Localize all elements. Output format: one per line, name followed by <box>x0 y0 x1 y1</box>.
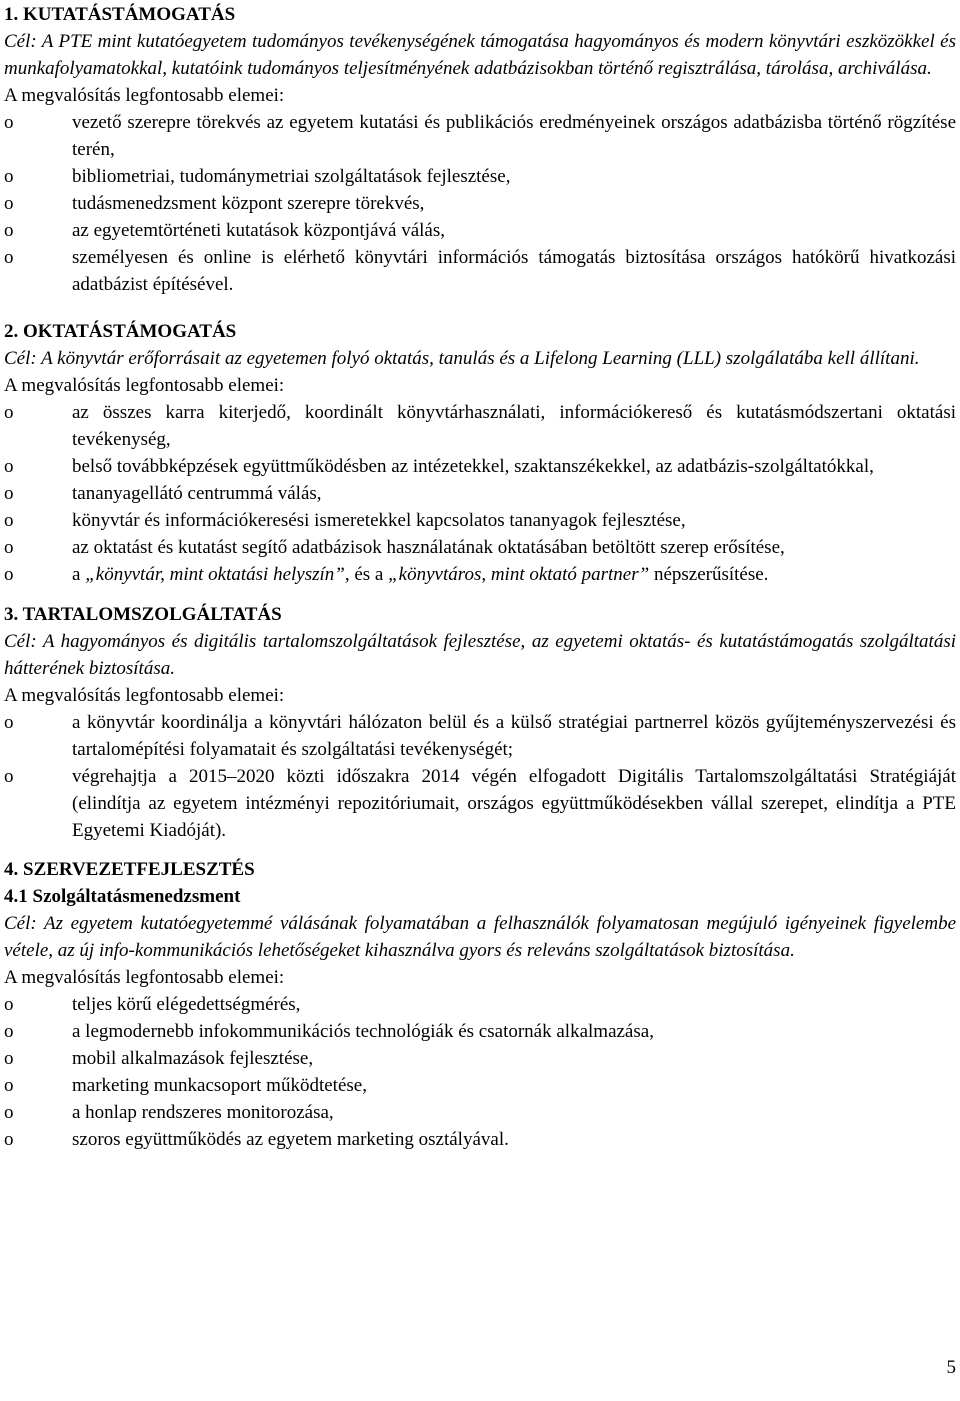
list-item: o bibliometriai, tudománymetriai szolgáltatások fejlesztése, <box>4 163 956 190</box>
section-title: 1. KUTATÁSTÁMOGATÁS <box>4 4 236 25</box>
section-3 <box>4 601 956 844</box>
bullet-icon: o <box>4 766 14 787</box>
section-lead: A megvalósítás legfontosabb elemei: <box>4 375 285 396</box>
list-item: o az egyetemtörténeti kutatások központjává válás, <box>4 217 956 244</box>
item-list <box>4 709 956 844</box>
bullet-icon: o <box>4 220 14 241</box>
bullet-icon: o <box>4 166 14 187</box>
list-item: o végrehajtja a 2015–2020 közti időszakra 2014 végén elfogadott Digitális Tartalomszolgáltatási Stratégiáját (elindítja az egyetem intézményi repozitóriumait, országos együttműködésekben vállal szerepet, elindítja a PTE Egyetemi Kiadóját). <box>4 763 956 844</box>
section-lead: A megvalósítás legfontosabb elemei: <box>4 967 285 988</box>
list-item: o teljes körű elégedettségmérés, <box>4 991 956 1018</box>
bullet-icon: o <box>4 193 14 214</box>
list-item: o marketing munkacsoport működtetése, <box>4 1072 956 1099</box>
bullet-icon: o <box>4 537 14 558</box>
list-item: o vezető szerepre törekvés az egyetem kutatási és publikációs eredményeinek országos adatbázisba történő rögzítése terén, <box>4 109 956 163</box>
section-title: 2. OKTATÁSTÁMOGATÁS <box>4 321 237 342</box>
section-subtitle: 4.1 Szolgáltatásmenedzsment <box>4 886 241 907</box>
bullet-icon: o <box>4 1048 14 1069</box>
section-goal: Cél: A hagyományos és digitális tartalomszolgáltatások fejlesztése, az egyetemi oktatás- és kutatástámogatás szolgáltatási hátterének biztosítása. <box>4 631 956 679</box>
list-item: o a könyvtár koordinálja a könyvtári hálózaton belül és a külső stratégiai partnerrel közös gyűjteményszervezési és tartalomépítési folyamatait és szolgáltatási tevékenységét; <box>4 709 956 763</box>
document-page <box>4 1 956 1153</box>
bullet-icon: o <box>4 112 14 133</box>
section-title: 4. SZERVEZETFEJLESZTÉS <box>4 859 255 880</box>
bullet-icon: o <box>4 1021 14 1042</box>
list-item: o a legmodernebb infokommunikációs technológiák és csatornák alkalmazása, <box>4 1018 956 1045</box>
bullet-icon: o <box>4 510 14 531</box>
list-item: o az összes karra kiterjedő, koordinált könyvtárhasználati, információkereső és kutatásmódszertani oktatási tevékenység, <box>4 399 956 453</box>
section-title: 3. TARTALOMSZOLGÁLTATÁS <box>4 604 282 625</box>
list-item: o tananyagellátó centrummá válás, <box>4 480 956 507</box>
item-list <box>4 109 956 298</box>
item-list <box>4 399 956 588</box>
list-item: o a honlap rendszeres monitorozása, <box>4 1099 956 1126</box>
list-item: o mobil alkalmazások fejlesztése, <box>4 1045 956 1072</box>
section-goal: Cél: A könyvtár erőforrásait az egyetemen folyó oktatás, tanulás és a Lifelong Learning (LLL) szolgálatába kell állítani. <box>4 348 920 369</box>
list-item: o könyvtár és információkeresési ismeretekkel kapcsolatos tananyagok fejlesztése, <box>4 507 956 534</box>
section-2 <box>4 318 956 588</box>
bullet-icon: o <box>4 402 14 423</box>
bullet-icon: o <box>4 712 14 733</box>
bullet-icon: o <box>4 564 14 585</box>
bullet-icon: o <box>4 483 14 504</box>
bullet-icon: o <box>4 456 14 477</box>
list-item: o az oktatást és kutatást segítő adatbázisok használatának oktatásában betöltött szerep erősítése, <box>4 534 956 561</box>
bullet-icon: o <box>4 1075 14 1096</box>
section-lead: A megvalósítás legfontosabb elemei: <box>4 685 285 706</box>
bullet-icon: o <box>4 247 14 268</box>
section-1 <box>4 1 956 298</box>
list-item: o személyesen és online is elérhető könyvtári információs támogatás biztosítása országos hatókörű hivatkozási adatbázist építésével. <box>4 244 956 298</box>
section-goal: Cél: Az egyetem kutatóegyetemmé válásának folyamatában a felhasználók folyamatosan megújuló igényeinek figyelembe vétele, az új info-kommunikációs lehetőségeket kihasználva gyors és releváns szolgáltatások biztosítása. <box>4 913 956 961</box>
bullet-icon: o <box>4 994 14 1015</box>
section-4 <box>4 856 956 1153</box>
page-number: 5 <box>946 1357 956 1378</box>
section-lead: A megvalósítás legfontosabb elemei: <box>4 85 285 106</box>
bullet-icon: o <box>4 1129 14 1150</box>
list-item: o szoros együttműködés az egyetem marketing osztályával. <box>4 1126 956 1153</box>
bullet-icon: o <box>4 1102 14 1123</box>
list-item: o a „könyvtár, mint oktatási helyszín”, és a „könyvtáros, mint oktató partner” népszerűsítése. <box>4 561 956 588</box>
section-goal: Cél: A PTE mint kutatóegyetem tudományos tevékenységének támogatása hagyományos és modern könyvtári eszközökkel és munkafolyamatokkal, kutatóink tudományos teljesítményének adatbázisokban történő regisztrálása, tárolása, archiválása. <box>4 31 956 79</box>
list-item: o belső továbbképzések együttműködésben az intézetekkel, szaktanszékekkel, az adatbázis-szolgáltatókkal, <box>4 453 956 480</box>
item-list <box>4 991 956 1153</box>
list-item: o tudásmenedzsment központ szerepre törekvés, <box>4 190 956 217</box>
